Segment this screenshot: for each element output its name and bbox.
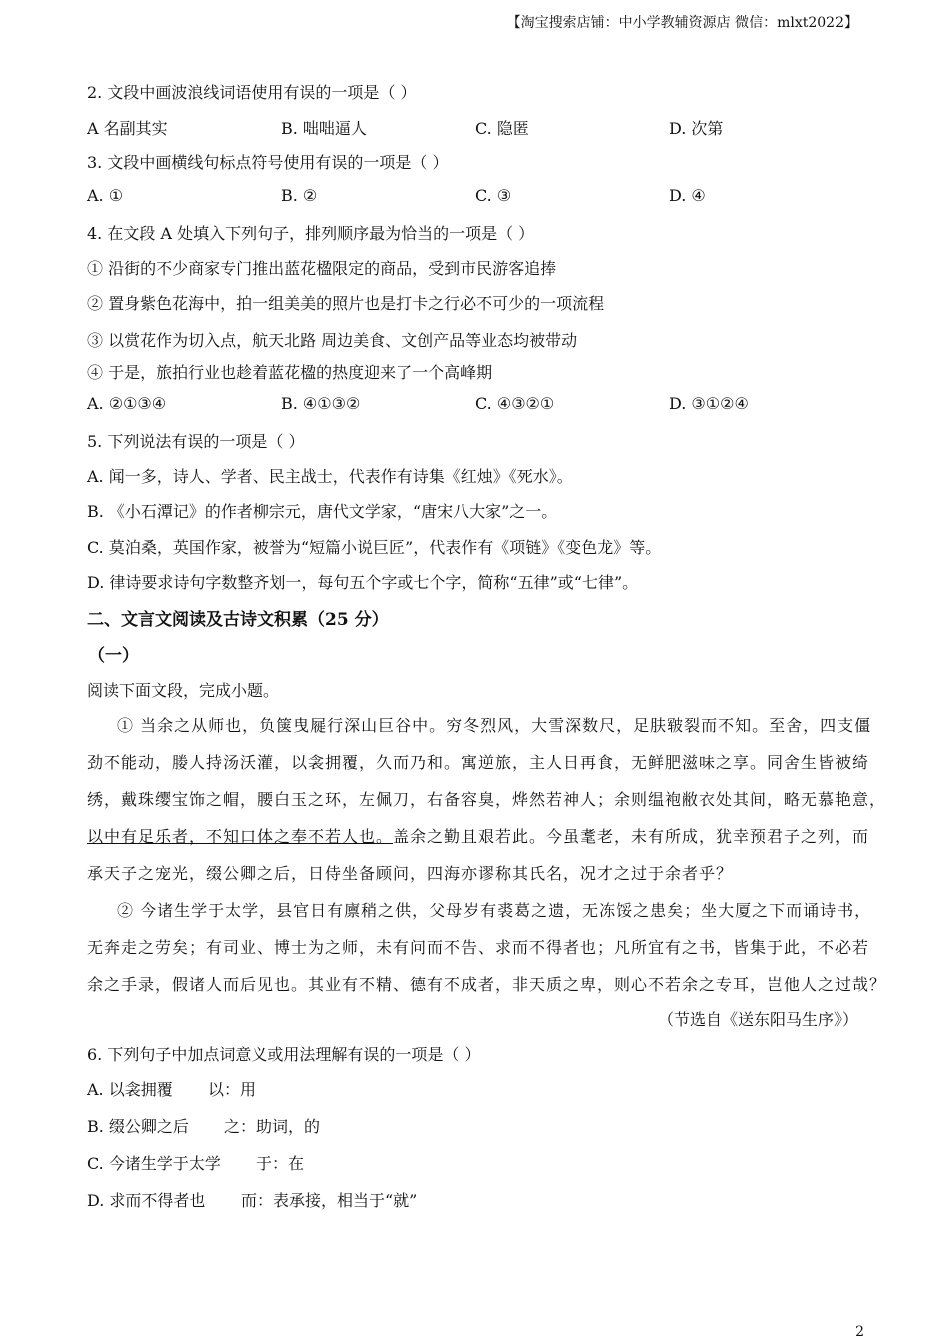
underlined-sentence: 以中有足乐者，不知口体之奉不若人也。 xyxy=(87,827,394,846)
q2-option-c: C. 隐匿 xyxy=(475,119,529,138)
passage-line: 劲不能动，媵人持汤沃灌，以衾拥覆，久而乃和。寓逆旅，主人日再食，无鲜肥滋味之享。同舍生皆被绮 xyxy=(87,753,870,772)
passage-line-rest: 盖余之勤且艰若此。今虽耄老，未有所成，犹幸预君子之列，而 xyxy=(393,827,870,846)
q5-option-b: B. 《小石潭记》的作者柳宗元，唐代文学家，“唐宋八大家”之一。 xyxy=(87,502,558,521)
passage-line: 无奔走之劳矣；有司业、博士为之师，未有问而不告、求而不得者也；凡所宜有之书，皆集于此，不必若 xyxy=(87,938,870,957)
q5-option-d: D. 律诗要求诗句字数整齐划一，每句五个字或七个字，简称“五律”或“七律”。 xyxy=(87,573,639,592)
subsection-title: （一） xyxy=(88,646,139,666)
q2-option-b: B. 咄咄逼人 xyxy=(281,119,367,138)
q6-stem: 6. 下列句子中加点词意义或用法理解有误的一项是（ ） xyxy=(87,1045,481,1064)
q6-option-d-note: 而：表承接，相当于“就” xyxy=(241,1191,418,1210)
q3-stem: 3. 文段中画横线句标点符号使用有误的一项是（ ） xyxy=(87,153,449,172)
q2-option-a: A 名副其实 xyxy=(87,119,168,138)
page-number: 2 xyxy=(855,1324,864,1340)
passage-line: 承天子之宠光，缀公卿之后，日侍坐备顾问，四海亦谬称其氏名，况才之过于余者乎？ xyxy=(87,864,734,883)
q6-option-b-note: 之：助词，的 xyxy=(224,1117,321,1136)
q3-option-c: C. ③ xyxy=(475,186,512,205)
q6-option-b: B. 缀公卿之后 xyxy=(87,1117,189,1136)
q4-stem: 4. 在文段 A 处填入下列句子，排列顺序最为恰当的一项是（ ） xyxy=(87,224,535,243)
q6-option-c-note: 于：在 xyxy=(256,1154,305,1173)
q4-option-d: D. ③①②④ xyxy=(669,394,749,413)
passage-line-mixed xyxy=(87,824,870,847)
q6-option-a-note: 以：用 xyxy=(208,1080,257,1099)
q4-sentence-3: ③ 以赏花作为切入点，航天北路 周边美食、文创产品等业态均被带动 xyxy=(87,331,578,350)
passage-line: ① 当余之从师也，负箧曳屣行深山巨谷中。穷冬烈风，大雪深数尺，足肤皲裂而不知。至舍，四支僵 xyxy=(117,716,872,735)
q6-option-d: D. 求而不得者也 xyxy=(87,1191,206,1210)
passage-line: 余之手录，假诸人而后见也。其业有不精、德有不成者，非天质之卑，则心不若余之专耳，岂他人之过哉？ xyxy=(87,975,887,994)
section-title: 二、文言文阅读及古诗文积累（25 分） xyxy=(87,610,389,630)
q5-option-c: C. 莫泊桑，英国作家，被誉为“短篇小说巨匠”，代表作有《项链》《变色龙》等。 xyxy=(87,538,662,557)
q2-option-d: D. 次第 xyxy=(669,119,724,138)
q4-option-a: A. ②①③④ xyxy=(87,394,167,413)
q2-stem: 2. 文段中画波浪线词语使用有误的一项是（ ） xyxy=(87,83,417,102)
q3-option-a: A. ① xyxy=(87,186,124,205)
q4-sentence-1: ① 沿街的不少商家专门推出蓝花楹限定的商品，受到市民游客追捧 xyxy=(87,259,557,278)
q6-option-a: A. 以衾拥覆 xyxy=(87,1080,173,1099)
passage-source: （节选自《送东阳马生序》） xyxy=(657,1010,858,1029)
q6-option-c: C. 今诸生学于太学 xyxy=(87,1154,221,1173)
passage-line: 绣，戴珠缨宝饰之帽，腰白玉之环，左佩刀，右备容臭，烨然若神人；余则缊袍敝衣处其间，略无慕艳意， xyxy=(87,790,887,809)
passage-intro: 阅读下面文段，完成小题。 xyxy=(87,681,280,700)
q5-option-a: A. 闻一多，诗人、学者、民主战士，代表作有诗集《红烛》《死水》。 xyxy=(87,467,573,486)
q4-sentence-2: ② 置身紫色花海中，拍一组美美的照片也是打卡之行必不可少的一项流程 xyxy=(87,294,605,313)
q3-option-b: B. ② xyxy=(281,186,318,205)
q4-option-b: B. ④①③② xyxy=(281,394,361,413)
q3-option-d: D. ④ xyxy=(669,186,706,205)
q4-sentence-4: ④ 于是，旅拍行业也趁着蓝花楹的热度迎来了一个高峰期 xyxy=(87,363,493,382)
passage-line: ② 今诸生学于太学，县官日有廪稍之供，父母岁有裘葛之遗，无冻馁之患矣；坐大厦之下而诵诗书， xyxy=(117,901,872,920)
q4-option-c: C. ④③②① xyxy=(475,394,555,413)
page-header: 【淘宝搜索店铺：中小学教辅资源店 微信：mlxt2022】 xyxy=(506,15,858,31)
q5-stem: 5. 下列说法有误的一项是（ ） xyxy=(87,432,305,451)
